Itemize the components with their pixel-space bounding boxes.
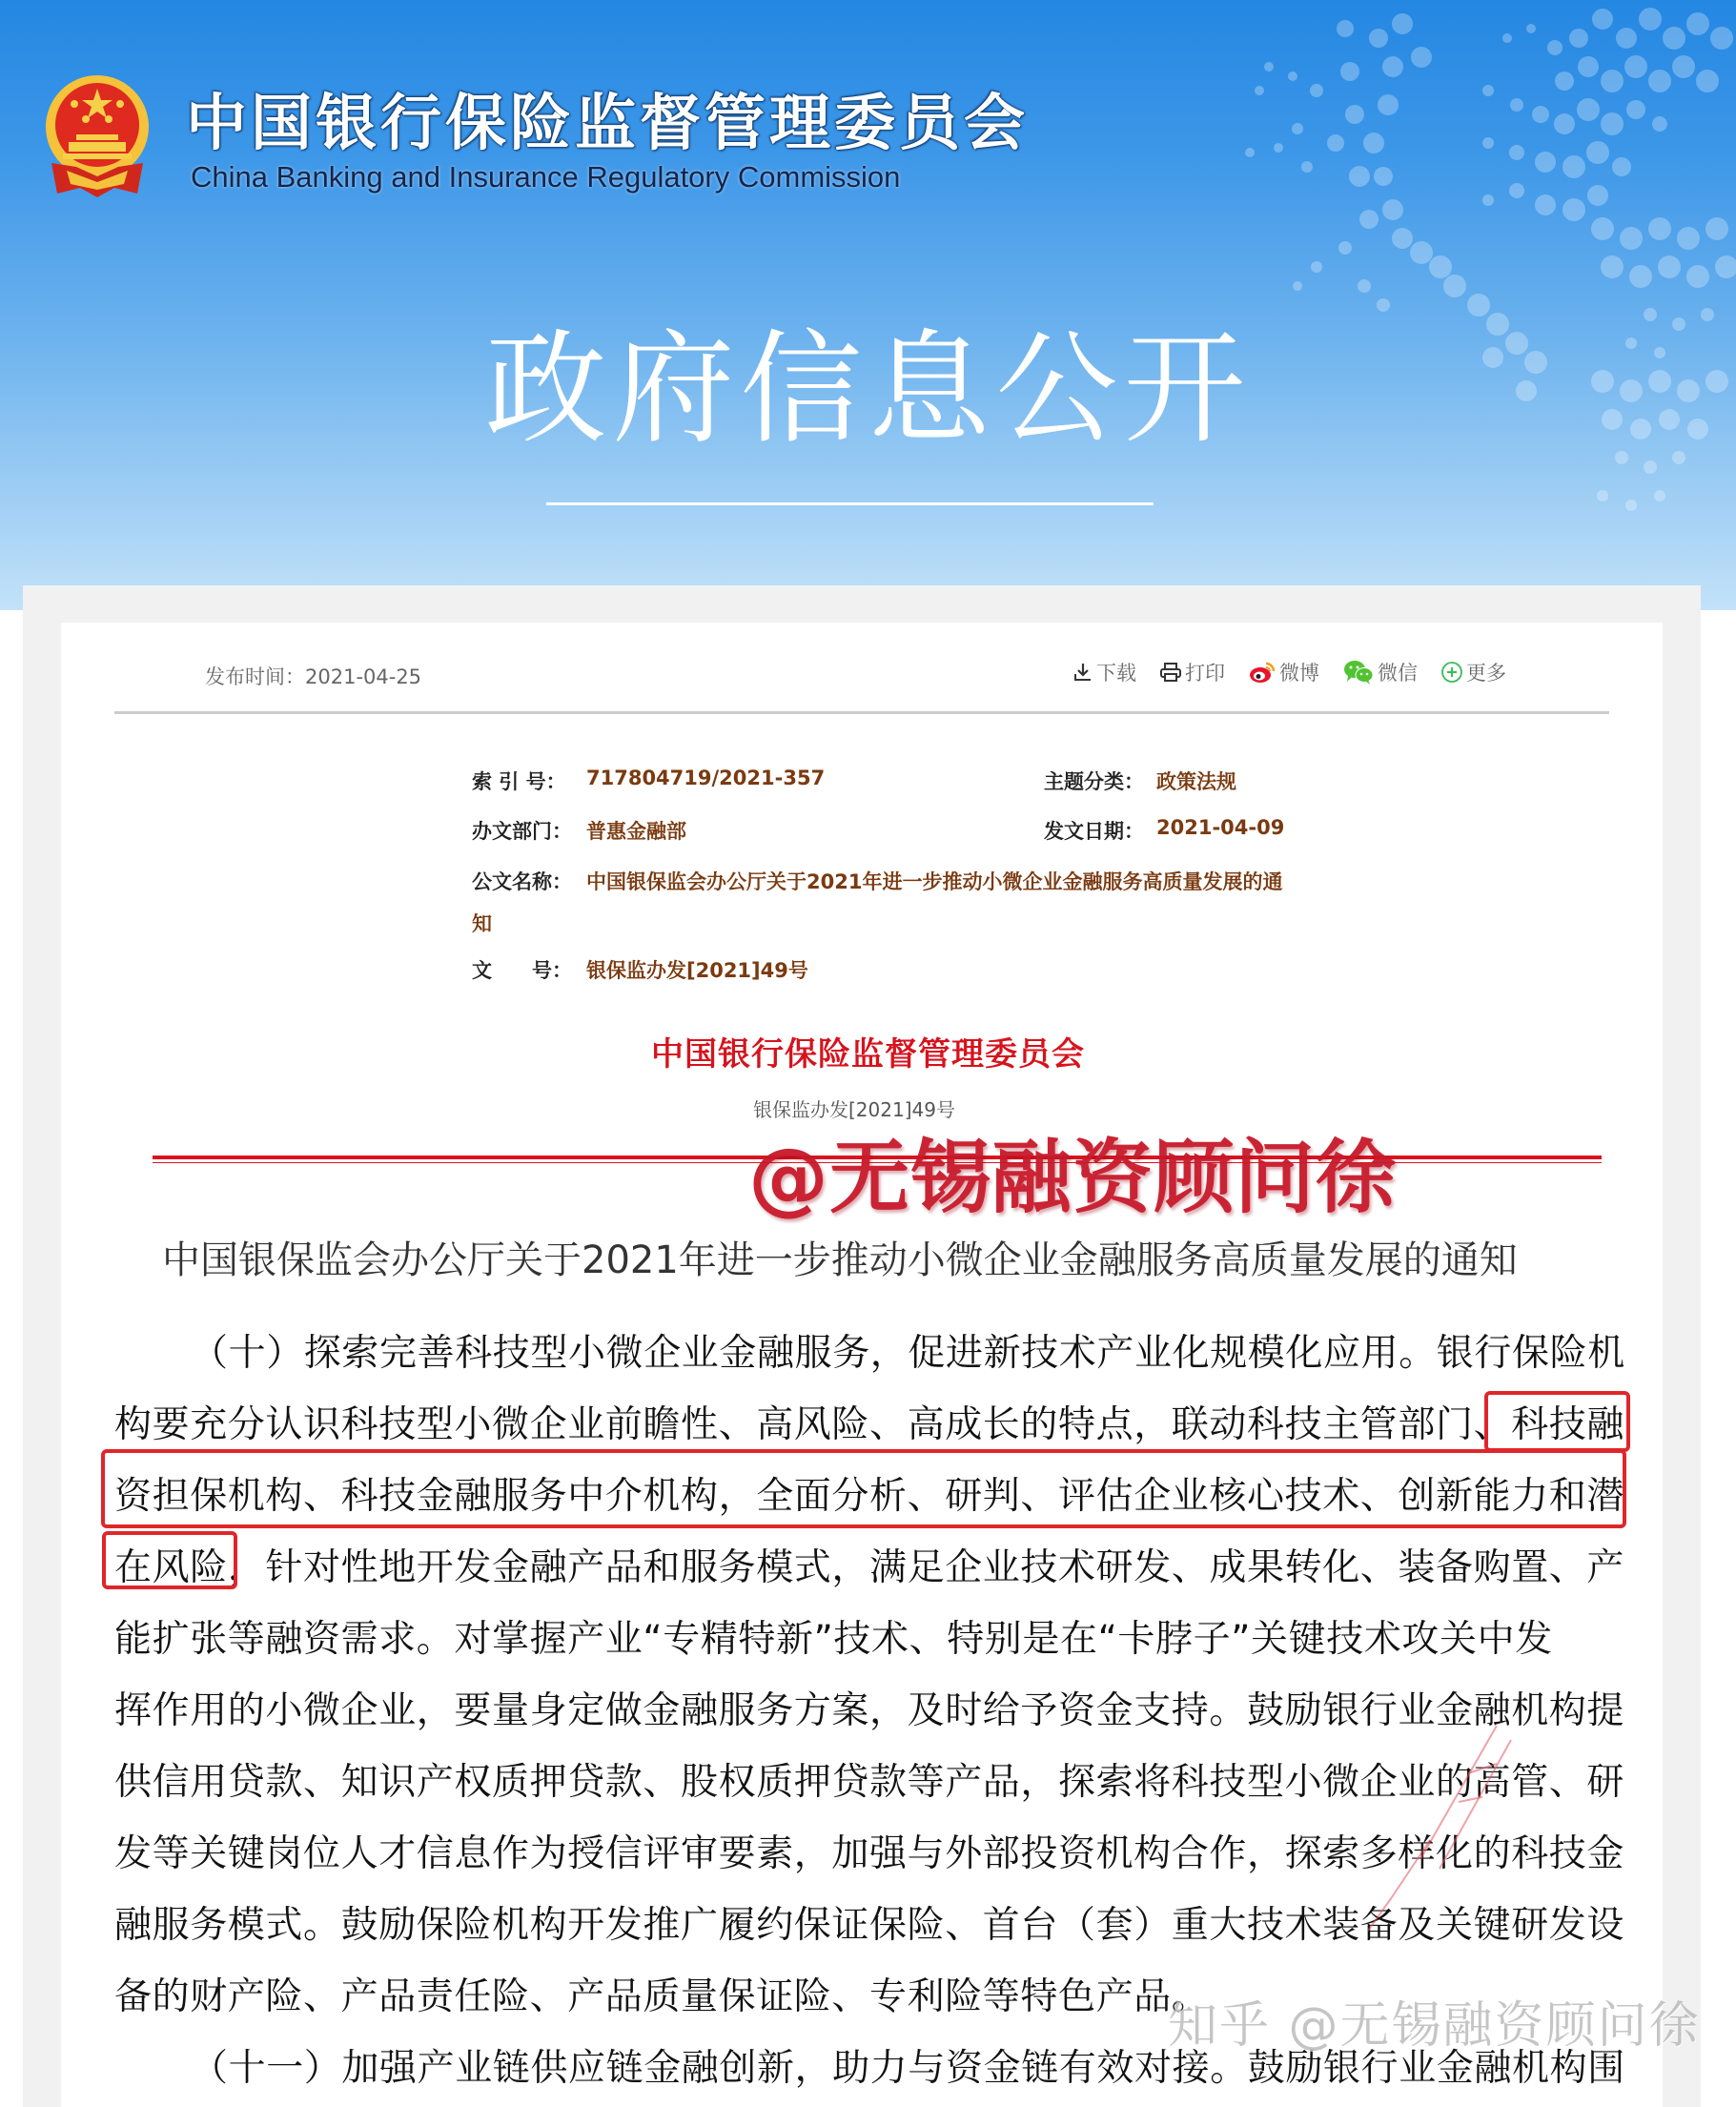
body-line: 在风险，针对性地开发金融产品和服务模式，满足企业技术研发、成果转化、装备购置、产 [114, 1546, 1625, 1589]
wechat-icon [1342, 659, 1375, 685]
plus-circle-icon [1440, 661, 1463, 684]
article-actions-toolbar [1072, 658, 1506, 686]
weibo-icon [1248, 660, 1276, 685]
share-wechat-button[interactable] [1342, 658, 1418, 686]
print-icon [1159, 662, 1182, 683]
section-title-underline [546, 502, 1154, 505]
publish-date [205, 662, 421, 690]
index-number-label: 索 引 号： [472, 770, 566, 793]
body-line: 资担保机构、科技金融服务中介机构，全面分析、研判、评估企业核心技术、创新能力和潜 [114, 1475, 1625, 1518]
issue-date-value: 2021-04-09 [1156, 816, 1285, 839]
org-name-english: China Banking and Insurance Regulatory Commission [191, 160, 901, 194]
highlight-box-part2 [101, 1449, 1626, 1528]
publish-date-value: 2021-04-25 [305, 665, 422, 688]
document-name-value: 中国银保监会办公厅关于2021年进一步推动小微企业金融服务高质量发展的通 [586, 870, 1283, 893]
body-line: 融服务模式。鼓励保险机构开发推广履约保证保险、首台（套）重大技术装备及关键研发设 [114, 1904, 1625, 1947]
download-icon [1072, 662, 1093, 683]
body-line: 能扩张等融资需求。对掌握产业“专精特新”技术、特别是在“卡脖子”关键技术攻关中发 [114, 1618, 1553, 1661]
issue-date-label: 发文日期： [1044, 820, 1144, 843]
decorative-dot-pattern [1202, 0, 1736, 572]
print-button[interactable] [1159, 658, 1225, 686]
department-label: 办文部门： [472, 820, 572, 843]
section-title: 政府信息公开 [484, 318, 1252, 460]
header-divider [114, 711, 1609, 714]
download-label: 下载 [1096, 662, 1136, 685]
document-number-value: 银保监办发[2021]49号 [586, 959, 808, 982]
share-weibo-button[interactable] [1248, 658, 1319, 686]
body-line: 发等关键岗位人才信息作为授信评审要素，加强与外部投资机构合作，探索多样化的科技金 [114, 1832, 1625, 1875]
issuing-authority-title: 中国银行保险监督管理委员会 [651, 1035, 1085, 1074]
document-name-label: 公文名称： [472, 870, 572, 893]
national-emblem-icon [38, 72, 157, 203]
highlight-box-part3 [102, 1531, 237, 1589]
body-line: 备的财产险、产品责任险、产品质量保证险、专利险等特色产品。 [114, 1975, 1210, 2018]
print-label: 打印 [1185, 662, 1225, 685]
body-line: 供信用贷款、知识产权质押贷款、股权质押贷款等产品，探索将科技型小微企业的高管、研 [114, 1761, 1625, 1804]
more-label: 更多 [1466, 662, 1506, 685]
topic-category-label: 主题分类： [1044, 770, 1144, 793]
download-button[interactable] [1072, 658, 1136, 686]
index-number-value: 717804719/2021-357 [586, 767, 826, 789]
document-number-label: 文 号： [472, 959, 572, 982]
highlight-box-part1 [1484, 1391, 1630, 1452]
document-title: 中国银保监会办公厅关于2021年进一步推动小微企业金融服务高质量发展的通知 [162, 1238, 1518, 1282]
wechat-label: 微信 [1378, 662, 1418, 685]
share-more-button[interactable] [1440, 658, 1506, 686]
author-watermark: @无锡融资顾问徐 [748, 1131, 1398, 1224]
document-number: 银保监办发[2021]49号 [753, 1098, 955, 1121]
body-line: 构要充分认识科技型小微企业前瞻性、高风险、高成长的特点，联动科技主管部门、科技融 [114, 1403, 1625, 1446]
org-name-chinese: 中国银行保险监督管理委员会 [186, 89, 1029, 159]
topic-category-value: 政策法规 [1156, 770, 1236, 793]
weibo-label: 微博 [1279, 662, 1319, 685]
zhihu-watermark: 知乎 @无锡融资顾问徐 [1168, 1997, 1701, 2055]
body-line: （十）探索完善科技型小微企业金融服务，促进新技术产业化规模化应用。银行保险机 [191, 1332, 1625, 1375]
publish-date-label: 发布时间： [205, 665, 305, 688]
body-line: （十一）加强产业链供应链金融创新，助力与资金链有效对接。鼓励银行业金融机构围 [191, 2047, 1625, 2090]
site-header-banner [0, 0, 1736, 610]
department-value: 普惠金融部 [586, 820, 686, 843]
document-name-value-continued: 知 [472, 912, 492, 935]
body-line: 挥作用的小微企业，要量身定做金融服务方案，及时给予资金支持。鼓励银行业金融机构提 [114, 1689, 1625, 1732]
